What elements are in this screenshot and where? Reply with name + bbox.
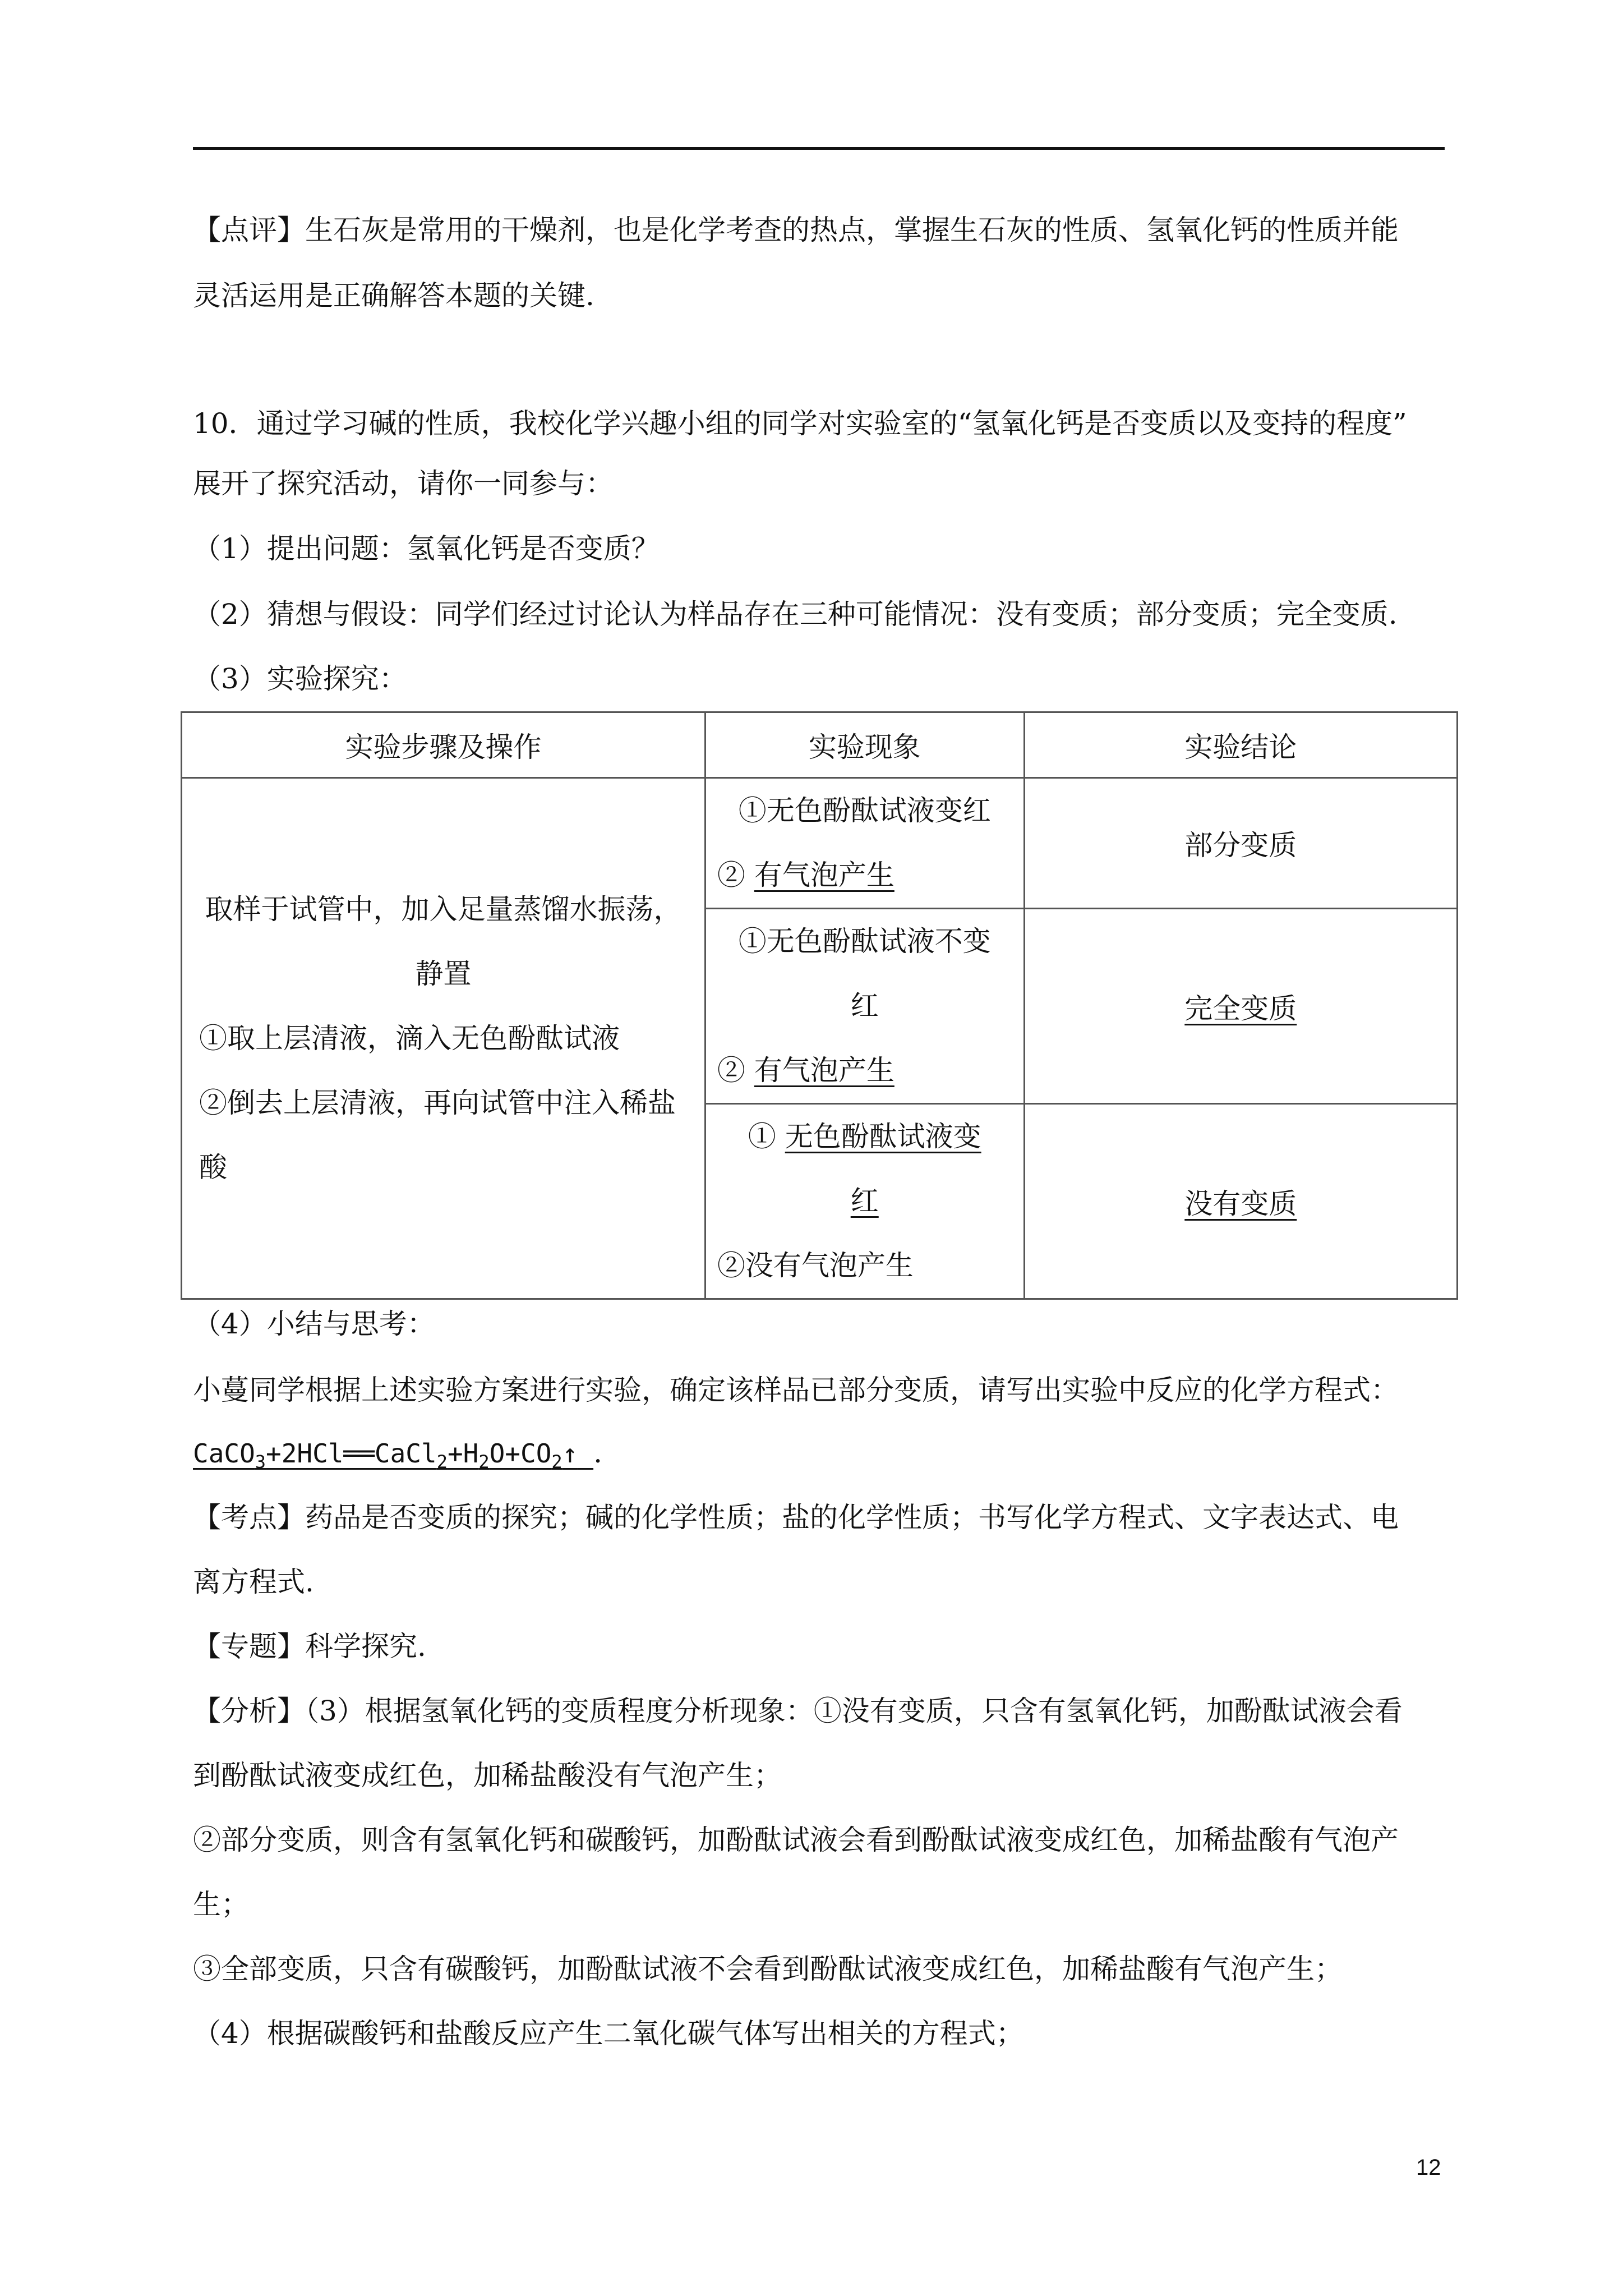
observation-cell-3 bbox=[705, 1104, 1024, 1299]
comment-line-2: 灵活运用是正确解答本题的关键. bbox=[193, 279, 594, 312]
eq-part-3: +H bbox=[447, 1438, 479, 1469]
question-item-1: （1）提出问题：氢氧化钙是否变质？ bbox=[193, 532, 660, 565]
steps-line-2: 静置 bbox=[415, 957, 472, 990]
steps-line-5: 酸 bbox=[199, 1151, 227, 1184]
obs-3-answer-b: 红 bbox=[850, 1185, 879, 1217]
zhuanti-line: 【专题】科学探究. bbox=[193, 1630, 426, 1663]
eq-part-1: CaCO bbox=[193, 1438, 255, 1469]
observation-cell-1 bbox=[705, 778, 1024, 909]
obs-3-line-2 bbox=[717, 1169, 1012, 1234]
obs-1-line-1: ①无色酚酞试液变红 bbox=[738, 794, 991, 827]
question-intro-line-1: 10．通过学习碱的性质，我校化学兴趣小组的同学对实验室的“氢氧化钙是否变质以及变持的程度” bbox=[193, 407, 1407, 440]
experiment-table bbox=[181, 711, 1458, 1300]
eq-sub-1: 3 bbox=[255, 1451, 266, 1473]
header-steps: 实验步骤及操作 bbox=[182, 712, 706, 778]
steps-line-4: ②倒去上层清液，再向试管中注入稀盐 bbox=[199, 1086, 676, 1119]
summary-item-4: （4）小结与思考： bbox=[193, 1308, 435, 1340]
summary-text: 小蔓同学根据上述实验方案进行实验，确定该样品已部分变质，请写出实验中反应的化学方程式： bbox=[193, 1374, 1399, 1406]
page-number: 12 bbox=[1416, 2155, 1441, 2180]
fenxi-line-3: ②部分变质，则含有氢氧化钙和碳酸钙，加酚酞试液会看到酚酞试液变成红色，加稀盐酸有气泡产 bbox=[193, 1824, 1399, 1856]
obs-2-line-2: 红 bbox=[850, 990, 879, 1022]
obs-1-answer: 有气泡产生 bbox=[754, 859, 895, 891]
obs-3-line-1 bbox=[717, 1105, 1012, 1169]
eq-sub-2: 2 bbox=[436, 1451, 448, 1473]
obs-3-line-3: ②没有气泡产生 bbox=[717, 1249, 914, 1282]
obs-2-line-1: ①无色酚酞试液不变 bbox=[738, 925, 991, 958]
question-intro-line-2: 展开了探究活动，请你一同参与： bbox=[193, 467, 614, 500]
conclusion-cell-1: 部分变质 bbox=[1024, 778, 1457, 909]
obs-2-prefix: ② bbox=[717, 1054, 754, 1087]
obs-3-prefix: ① bbox=[748, 1120, 785, 1153]
comment-line-1: 【点评】生石灰是常用的干燥剂，也是化学考查的热点，掌握生石灰的性质、氢氧化钙的性质并能 bbox=[193, 214, 1399, 246]
fenxi-line-1: 【分析】（3）根据氢氧化钙的变质程度分析现象：①没有变质，只含有氢氧化钙，加酚酞试液会看 bbox=[193, 1695, 1403, 1727]
eq-sub-3: 2 bbox=[478, 1451, 490, 1473]
header-rule bbox=[193, 147, 1445, 150]
fenxi-line-4: 生； bbox=[193, 1888, 249, 1921]
fenxi-line-5: ③全部变质，只含有碳酸钙，加酚酞试液不会看到酚酞试液变成红色，加稀盐酸有气泡产生； bbox=[193, 1953, 1343, 1985]
conclusion-cell-2 bbox=[1024, 909, 1457, 1104]
steps-line-1: 取样于试管中，加入足量蒸馏水振荡， bbox=[205, 892, 682, 926]
header-conclusion: 实验结论 bbox=[1024, 712, 1457, 778]
eq-period: . bbox=[593, 1437, 602, 1469]
obs-1-prefix: ② bbox=[717, 859, 754, 891]
kaodian-line-2: 离方程式. bbox=[193, 1566, 314, 1598]
observation-cell-2 bbox=[705, 909, 1024, 1104]
steps-line-3: ①取上层清液，滴入无色酚酞试液 bbox=[199, 1022, 620, 1055]
question-item-3: （3）实验探究： bbox=[193, 662, 407, 695]
kaodian-line-1: 【考点】药品是否变质的探究；碱的化学性质；盐的化学性质；书写化学方程式、文字表达式、电 bbox=[193, 1501, 1399, 1534]
conclusion-3-answer: 没有变质 bbox=[1184, 1187, 1297, 1220]
conclusion-cell-3 bbox=[1024, 1104, 1457, 1299]
eq-part-2: +2HCl══CaCl bbox=[266, 1438, 437, 1469]
equation-answer bbox=[193, 1438, 593, 1473]
eq-arrow-up: ↑ bbox=[562, 1438, 578, 1469]
chemical-equation bbox=[193, 1433, 602, 1473]
obs-2-line-3 bbox=[717, 1038, 1012, 1103]
eq-sub-4: 2 bbox=[551, 1451, 562, 1473]
fenxi-line-6: （4）根据碳酸钙和盐酸反应产生二氧化碳气体写出相关的方程式； bbox=[193, 2017, 1024, 2050]
obs-1-line-2 bbox=[717, 843, 1012, 908]
question-item-2: （2）猜想与假设：同学们经过讨论认为样品存在三种可能情况：没有变质；部分变质；完全变质. bbox=[193, 598, 1398, 631]
obs-3-answer-a: 无色酚酞试液变 bbox=[785, 1120, 981, 1153]
steps-cell bbox=[182, 778, 706, 1299]
obs-2-answer: 有气泡产生 bbox=[754, 1054, 895, 1087]
table-header-row bbox=[182, 712, 1458, 778]
header-observation: 实验现象 bbox=[705, 712, 1024, 778]
table-row bbox=[182, 778, 1458, 909]
fenxi-line-2: 到酚酞试液变成红色，加稀盐酸没有气泡产生； bbox=[193, 1759, 782, 1792]
eq-part-4: O+CO bbox=[489, 1438, 552, 1469]
conclusion-2-answer: 完全变质 bbox=[1184, 992, 1297, 1025]
